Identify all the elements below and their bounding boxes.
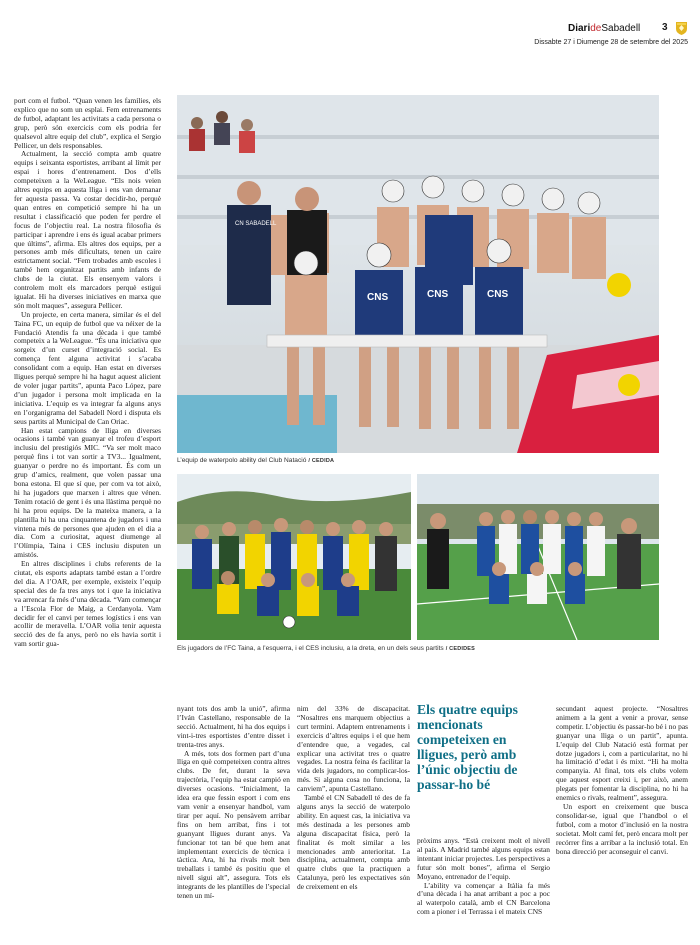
paragraph: L’ability va començar a Itàlia fa més d’una dècada i ha anat arribant a poc a poc al waterpolo català, amb el CN Barcelona com a pioner i el Terrassa i el mateix CNS: [417, 880, 550, 917]
waterpolo-photo-illustration: [177, 95, 659, 453]
paragraph: pròxims anys. “Està creixent molt el nivell al país. A Madrid també alguns equips estan intentant iniciar projectes. Les perspectives a futur són molt bones”, afirma el Sergio Moyano, entrenador de l’equip.: [417, 837, 550, 881]
paragraph: secundant aquest projecte. “Nosaltres animem a la gent a venir a provar, sense competir. L’objectiu és passar-ho bé i no pas guanyar una lliga o un partit”, apunta. L’equip del Club Natació està format per dotze jugadors i, com a particularitat, no hi ha limitació d’edat i és mixt. “Hi ha molta companyia. Al final, tots els clubs volem que aquest esport creixi i, per això, anem plegats per fomentar la disciplina, no hi ha enemics o rivals, realment”, assegura.: [556, 705, 688, 803]
swimsuit-label: CNS: [487, 289, 509, 300]
waterpolo-team-photo: [177, 95, 659, 453]
fc-taina-photo-illustration: [177, 474, 411, 640]
coach-shirt-label: CN SABADELL: [235, 221, 277, 227]
left-text-column: [14, 97, 161, 935]
city-shield-icon: [676, 22, 687, 35]
swimsuit-label: CNS: [367, 292, 389, 303]
caption-text: L’equip de waterpolo ability del Club Natació: [177, 457, 307, 464]
paragraph: En altres disciplines i clubs referents de la ciutat, els esports adaptats també estan a l’ordre del dia. A l’OAR, per exemple, existeix l’equip special des de fa tres anys tot i que la iniciativa va arrencar fa més d’una dècada. “Vam començar a l’Escola Flor de Maig, a Cerdanyola. Vam decidir fer el canvi per temes logístics i ens van acollir de meravella. L’OAR volia tenir aquesta secció des de fa anys, però no els havia sortit i vam sortir gua-: [14, 559, 161, 649]
ces-inclusiu-team-photo: [417, 474, 659, 640]
waterpolo-photo-caption: [177, 457, 334, 464]
paragraph: Actualment, la secció compta amb quatre equips i seixanta esportistes, arribant al límit per espai i hores d’entrenament. Dos d’ells competeixen a la WeLeague. “Els nois veien altres equips en aquesta lliga i ens van demanar fer aquesta passa. Va costar decidir-ho, perquè quan entres en competició sempre hi ha un resultat i classificació que poden fer perdre el focus de l’objectiu real. La nostra filosofia és participar i aprendre i ens és igual acabar primers que últims”, afirma. Els altres dos equips, per a persones amb més dificultats, tenen un caire estrictament social. “Fem trobades amb escoles i també hem organitzat partits amb infants de clubs de la ciutat. Els ensenyem valors i controlem molt els marcadors perquè estigui igualat. Hi ha diverses iniciatives en marxa que són molt maques”, assegura Pellicer.: [14, 149, 161, 310]
swimsuit-label: CNS: [427, 289, 449, 300]
newspaper-logo: DiarideSabadell: [568, 23, 641, 34]
page-header: [0, 0, 700, 70]
paragraph: Un projecte, en certa manera, similar és el del Taina FC, un equip de futbol que va néixer de la Fundació Atendis fa una dècada i que també competeix a la WeLeague. “És una iniciativa que sorgeix d’un curset d’integració social. Es comença fent alguna activitat i s’acaba consolidant com a equip. Han estat en diverses lligues perquè sempre hi ha hagut aquest alicient de voler jugar partits”, apunta Paco López, pare d’un jugador i persona molt implicada en la iniciativa. L’equip es va integrar fa alguns anys en l’organigrama del Sabadell Nord i disputa els seus partits al Municipal de Can Oriac.: [14, 309, 161, 426]
paragraph: Han estat campions de lliga en diverses ocasions i també van guanyar el trofeu d’esport inclusiu del prestigiós MIC. “Va ser molt maco perquè fins i tot van sortir a TV3... Igualment, guanyar o perdre no és important. És com un grup d’amics, realment, que volen passar una bona estona. El que sí que, per com va tot això, hi ha jugadors que marxen i altres que vénen. Tenim rotació de gent i és una llàstima perquè no hi ha prou equips. De la mateixa manera, a la plantilla hi ha una cinquantena de jugadors i una vintena més de persones que ajuden en el dia a dia. Com a curiositat, aquest diumenge al l’Olímpia, Taina i CES inclusiu disputen un amistós.: [14, 425, 161, 560]
pull-quote-headline: Els quatre equips mencionats competeixen en lligues, però amb l’únic objectiu de passar-ho bé: [417, 702, 518, 792]
bottom-column-4: [556, 705, 688, 937]
fc-taina-team-photo: [177, 474, 411, 640]
page-number: 3: [662, 22, 668, 33]
paragraph: port com el futbol. “Quan venen les famílies, els explico que no som un esplai. Fem entrenaments de futbol, adaptant les activitats a cada persona o grup, però són exercicis com els podria fer qualsevol altre equip del club”, explica el Sergio Pellicer, un dels responsables.: [14, 97, 161, 150]
ces-inclusiu-photo-illustration: [417, 474, 659, 640]
football-photo-caption: [177, 645, 475, 652]
bottom-column-2: [297, 705, 410, 937]
paragraph: nim del 33% de discapacitat. “Nosaltres ens marquem objectius a curt termini. Adaptem entrenaments i exercicis d’altres equips i el que hem d’entendre que, a vegades, cal explicar una activitat tres o quatre vegades. La nostra feina és facilitar la vida dels jugadors, no complicar-los-més. Si alguna cosa no funciona, la canviem”, apunta Castellano.: [297, 705, 410, 794]
bottom-column-1: [177, 705, 290, 937]
photo-credit: / CEDIDA: [308, 458, 335, 464]
paragraph: nyant tots dos amb la unió”, afirma l’Iván Castellano, responsable de la secció. Actualment, hi ha dos equips i vint-i-tres esportistes d’entre disset i trenta-tres anys.: [177, 705, 290, 749]
paragraph: A més, tots dos formen part d’una lliga en què competeixen contra altres clubs. De fet, durant la seva trajectòria, l’equip ha estat campió en diverses ocasions. “Inicialment, la idea era que fessin esport i com ens vam venir a ensenyar handbol, vam tirar per aquí. No pensàvem arribar fins on hem arribat, fins i tot guanyant lligues durant anys. Va funcionar tot tan bé que hem anat implementant exercicis de tècnica i tàctica. Ara, hi ha rivals molt ben treballats i també és positiu que el nivell sigui alt”, assegura. Tots els integrants de les plantilles de l’special tenen un mí-: [177, 748, 290, 901]
paragraph: També el CN Sabadell té des de fa alguns anys la secció de waterpolo ability. En aquest cas, la iniciativa va més destinada a les persones amb alguna discapacitat física, però la finalitat és molt similar a les mencionades amb anterioritat. La disciplina, actualment, compta amb quatre clubs que la practiquen a Catalunya, però les expectatives són de creixement en els: [297, 793, 410, 892]
photo-credit: / CEDIDES: [445, 646, 476, 652]
bottom-column-3: [417, 837, 550, 937]
caption-text: Els jugadors de l’FC Taina, a l’esquerra, i el CES inclusiu, a la dreta, en un dels seus partits: [177, 645, 444, 652]
dateline: Dissabte 27 i Diumenge 28 de setembre del 2025: [534, 39, 688, 46]
paragraph: Un esport en creixement que busca consolidar-se, igual que l’handbol o el futbol, com a motor d’inclusió en la nostra societat. Molt camí fet, però encara molt per recórrer fins a arribar a la inclusió total. En bona direcció per aconseguir el canvi.: [556, 801, 688, 856]
